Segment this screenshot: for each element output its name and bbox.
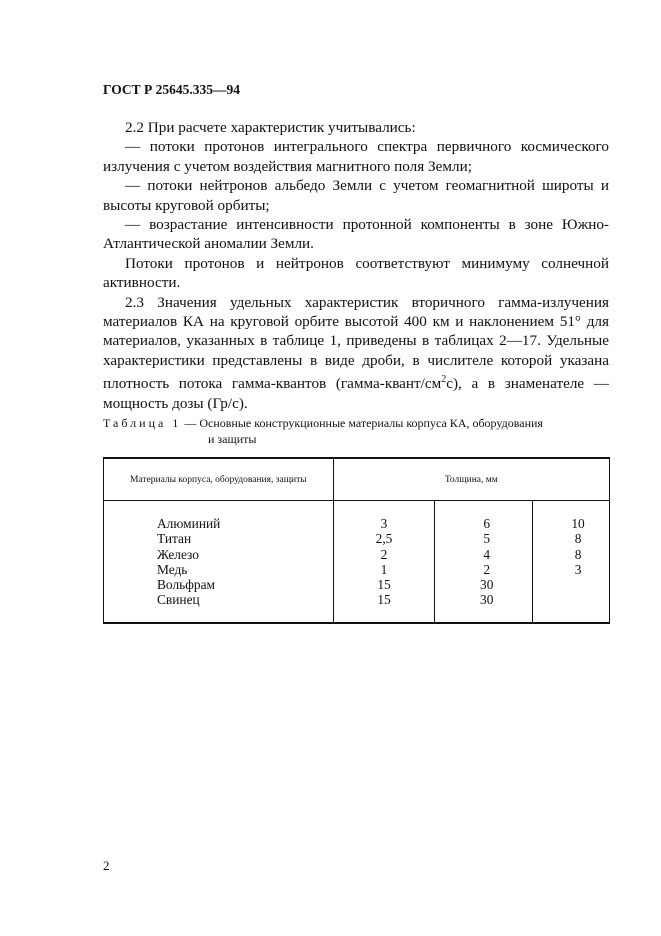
cell-material: Свинец: [104, 592, 334, 622]
paragraph-2-3: [103, 293, 609, 414]
paragraph-2-3-part-a: 2.3 Значения удельных характеристик вторичного гамма-излучения материалов КА на круговой орбите высотой 400 км и наклонением 51° для материалов, указанных в таблице 1, приведены в таблицах 2—17. Удельные характеристики представлены в виде дроби, в числителе которой указана плотность потока гамма-квантов (гамма-квант/см: [103, 293, 609, 393]
table-row: [104, 547, 610, 562]
cell-thickness-1: 2,5: [333, 531, 435, 546]
table-caption: [103, 415, 609, 447]
list-item-protons: — потоки протонов интегрального спектра первичного космического излучения с учетом воздействия магнитного поля Земли;: [103, 138, 609, 175]
cell-thickness-2: 30: [435, 577, 533, 592]
paragraph-solar-minimum: Потоки протонов и нейтронов соответствуют минимуму солнечной активности.: [103, 254, 609, 292]
table-caption-text-line2: и защиты: [208, 432, 257, 446]
cell-thickness-1: 15: [333, 592, 435, 622]
cell-material: Титан: [104, 531, 334, 546]
paragraph-2-2: 2.2 При расчете характеристик учитывались:: [125, 119, 416, 136]
cell-thickness-2: 6: [435, 501, 533, 532]
cell-material: Медь: [104, 562, 334, 577]
document-code: ГОСТ Р 25645.335—94: [103, 82, 241, 97]
cell-thickness-2: 5: [435, 531, 533, 546]
cell-thickness-1: 1: [333, 562, 435, 577]
cell-thickness-3: 3: [533, 562, 610, 577]
table-row: [104, 531, 610, 546]
cell-thickness-3: 10: [533, 501, 610, 532]
cell-thickness-3: 8: [533, 547, 610, 562]
column-header-thickness: Толщина, мм: [333, 458, 609, 501]
cell-thickness-2: 4: [435, 547, 533, 562]
cell-thickness-3: [533, 577, 610, 592]
superscript-2: 2: [441, 374, 447, 386]
table-row: [104, 501, 610, 532]
table-caption-text: — Основные конструкционные материалы корпуса КА, оборудования: [181, 416, 543, 430]
body-text: [103, 118, 609, 413]
column-header-material: Материалы корпуса, оборудования, защиты: [104, 458, 334, 501]
cell-thickness-3: [533, 592, 610, 622]
cell-thickness-1: 2: [333, 547, 435, 562]
table-label: Таблица 1: [103, 416, 182, 430]
table-row: [104, 577, 610, 592]
cell-thickness-3: 8: [533, 531, 610, 546]
cell-material: Алюминий: [104, 501, 334, 532]
table-row: [104, 592, 610, 622]
cell-material: Железо: [104, 547, 334, 562]
table-row: [104, 562, 610, 577]
page-number: 2: [103, 858, 110, 873]
cell-material: Вольфрам: [104, 577, 334, 592]
cell-thickness-2: 2: [435, 562, 533, 577]
cell-thickness-1: 15: [333, 577, 435, 592]
paragraph-2-3-part-b: с), а в знаменателе — мощность дозы (Гр/с).: [103, 375, 609, 412]
materials-table: [103, 457, 610, 624]
cell-thickness-2: 30: [435, 592, 533, 622]
cell-thickness-1: 3: [333, 501, 435, 532]
list-item-anomaly: — возрастание интенсивности протонной компоненты в зоне Южно-Атлантической аномалии Земли.: [103, 216, 609, 253]
list-item-neutrons: — потоки нейтронов альбедо Земли с учетом геомагнитной широты и высоты круговой орбиты;: [103, 177, 609, 214]
